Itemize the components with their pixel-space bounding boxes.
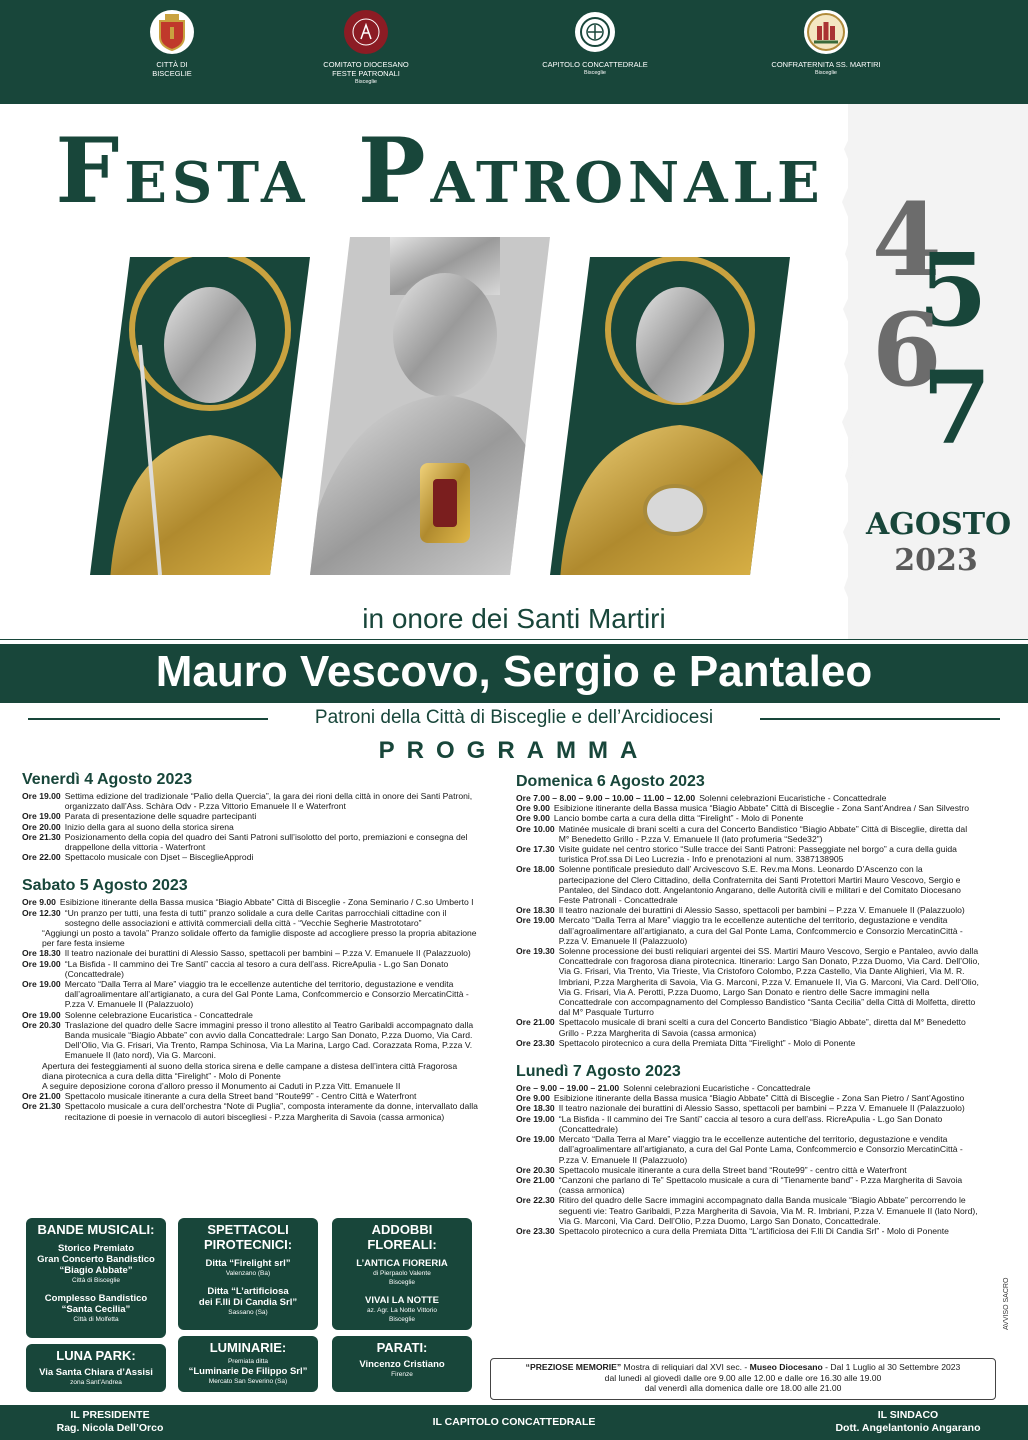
event-item (516, 905, 980, 915)
event-time: Ore – 9.00 – 19.00 – 21.00 (516, 1083, 620, 1094)
event-time: Ore 19.00 (22, 791, 61, 801)
program-right-column (516, 772, 980, 1250)
event-item (516, 1114, 980, 1134)
date-5: 5 (918, 231, 988, 349)
event-text: Esibizione itinerante della Bassa musica “Biagio Abbate” Città di Bisceglie - Zona Sant’Andrea / San Silvestro (553, 803, 970, 814)
event-time: Ore 20.30 (22, 1019, 61, 1030)
chapter-seal-icon (573, 10, 617, 54)
event-time: Ore 9.00 (516, 1093, 550, 1104)
event-text: Esibizione itinerante della Bassa musica “Biagio Abbate” Città di Bisceglie - Zona Seminario / C.so Umberto I (59, 897, 474, 908)
logo-line1: CONFRATERNITA SS. MARTIRI (771, 60, 881, 69)
patroni-row (28, 706, 1000, 730)
logo-line1: COMITATO DIOCESANO (323, 60, 409, 69)
month: AGOSTO (866, 507, 1012, 542)
event-item (22, 948, 480, 958)
event-time: Ore 20.30 (516, 1164, 555, 1175)
events-list (22, 791, 480, 862)
event-item (516, 793, 980, 803)
event-text: Solenne pontificale presieduto dall’ Arcivescovo S.E. Rev.ma Mons. Leonardo D’Ascenzo con la partecipazione del Clero Cittadino, della Confraternita dei Santi Protettori Martiri Mauro Vescovo, Sergio e Pantaleo, del Sindaco dott. Angelantonio Angarano, delle Autorità civili e militari e del Comitato Diocesano Feste Patronali - Concattedrale (558, 864, 961, 906)
patroni-subtitle: Patroni della Città di Bisceglie e dell’Arcidiocesi (314, 707, 714, 728)
event-text: Solenne processione dei busti reliquiari argentei dei SS. Martiri Mauro Vescovo, Sergio e Pantaleo, avvio dalla Concattedrale con fragorosa diana pirotecnica. Itinerario: Largo San Donato, P.zza Duomo, Via Card. Dell’Olio, Via G. Frisari, Via Trento, Via Trieste, Via Cristoforo Colombo, P.zza Castello, Via Dante Alighieri, Via M. R. Imbriani, P.zza Margherita di Savoia, Via G. Marconi, P.zza V. Emanuele II, Via G. Marconi, Via Card. Dell’Olio, Via G. Frisari, Via A. Perotti, P.zza Duomo, Largo San Donato e rientro delle Sacre immagini nella Concattedrale con accompagnamento del Complesso Bandistico “Santa Cecilia” della Città di Molfetta, diretto dal M° Pasquale Turturro (558, 946, 980, 1018)
saint-pantaleo-panel (550, 255, 790, 580)
logo-line1: CITTÀ DI (156, 60, 188, 69)
event-text: Inizio della gara al suono della storica sirena (64, 821, 234, 832)
event-time: Ore 19.00 (22, 811, 61, 822)
date-4: 4 (872, 181, 942, 299)
event-item (516, 946, 980, 1017)
event-item (22, 852, 480, 862)
event-text: Apertura dei festeggiamenti al suono della storica sirena e delle campane a distesa dell’intera città Fragorosa diana pirotecnica a cura della ditta “Firelight” - Molo di Ponente (42, 1060, 458, 1081)
date-7: 7 (922, 349, 992, 467)
event-time: Ore 12.30 (22, 907, 61, 918)
event-item (516, 864, 980, 905)
event-time: Ore 9.00 (516, 813, 550, 824)
event-item (516, 1017, 980, 1037)
event-time: Ore 19.30 (516, 946, 555, 957)
saint-sergio-panel (290, 235, 570, 580)
event-text: A seguire deposizione corona d’alloro presso il Monumento ai Caduti in P.zza Vitt. Emanuele II (42, 1081, 401, 1092)
event-text: Posizionamento della copia del quadro dei Santi Patroni sull’isolotto del porto, premiazioni e consegna del drappellone della vittoria - Waterfront (64, 831, 468, 853)
logo-sub: Bisceglie (354, 79, 377, 85)
event-item (22, 897, 480, 907)
event-time: Ore 19.00 (516, 1134, 555, 1145)
events-list (22, 897, 480, 1121)
event-item (22, 1010, 480, 1020)
event-text: Spettacolo musicale a cura dell’orchestra “Note di Puglia”, composta interamente da donne, intervallato dalla recitazione di poesie in vernacolo di autori biscegliesi - P.zza Margherita di Savoia (cassa armonica) (64, 1101, 478, 1122)
event-text: Mercato “Dalla Terra al Mare” viaggio tra le eccellenze autentiche del territorio, degustazione e vendita dall’agroalimentare all’artigianato, a cura del Gal Ponte Lama, Confcommercio e Consorzio MercatinCittà - P.zza V. Emanuele II (Palazzuolo) (64, 979, 469, 1010)
event-item (516, 1195, 980, 1226)
event-time: Ore 19.00 (22, 979, 61, 990)
event-time: Ore 19.00 (22, 958, 61, 969)
event-text: Mercato “Dalla Terra al Mare” viaggio tra le eccellenze autentiche del territorio, degustazione e vendita dall’agroalimentare all’artigianato, a cura del Gal Ponte Lama, Confcommercio e Consorzio MercatinCittà - P.zza V. Emanuele II (Palazzuolo) (558, 1134, 963, 1165)
event-time: Ore 22.00 (22, 852, 61, 863)
event-item (22, 791, 480, 811)
coat-of-arms-icon (150, 10, 194, 54)
event-text: “Aggiungi un posto a tavola” Pranzo solidale offerto da famiglie disposte ad accogliere presso la propria abitazione per fare festa insieme (42, 928, 477, 949)
saints-names: Mauro Vescovo, Sergio e Pantaleo (155, 647, 873, 696)
event-time: Ore 19.00 (516, 1113, 555, 1124)
event-text: Matinée musicale di brani scelti a cura del Concerto Bandistico “Biagio Abbate” Città di Bisceglie, diretta dal M° Benedetto Grillo - P.zza V. Emanuele II (lato profumeria “Sede32”) (558, 823, 968, 844)
avviso-sacro: AVVISO SACRO (1003, 1277, 1010, 1330)
event-text: Esibizione itinerante della Bassa musica “Biagio Abbate” Città di Bisceglie - Zona San Pietro / Sant’Agostino (553, 1093, 965, 1104)
signature-sindaco: IL SINDACO Dott. Angelantonio Angarano (835, 1409, 981, 1434)
programma-heading: PROGRAMMA (378, 737, 650, 764)
event-item (22, 928, 480, 948)
day-block (516, 1062, 980, 1236)
event-text: Spettacolo musicale con Djset – BisceglieApprodi (64, 852, 254, 863)
event-item (22, 979, 480, 1010)
event-time: Ore 9.00 (22, 897, 56, 908)
event-text: Ritiro del quadro delle Sacre immagini accompagnato dalla Banda musicale “Biagio Abbate” percorrendo le seguenti vie: Teatro Garibaldi, P.zza Margherita di Savoia, Via M. R. Imbriani, P.zza V. Emanuele II (lato Nord), Via G. Marconi, Via Card. Dell’Olio, P.zza Duomo, Largo San Donato, Concattedrale. (558, 1195, 978, 1226)
footer-band (0, 1405, 1028, 1440)
event-time: Ore 7.00 – 8.00 – 9.00 – 10.00 – 11.00 – 12.00 (516, 793, 696, 803)
addobbi-floreali-box: ADDOBBI FLOREALI: L’ANTICA FIORERIA di Pierpaolo Valente Bisceglie VIVAI LA NOTTE az. Agr. La Notte Vittorio Bisceglie (332, 1218, 472, 1330)
event-time: Ore 21.00 (516, 1174, 555, 1185)
event-item (516, 813, 980, 823)
event-item (22, 1091, 480, 1101)
logo-line1: CAPITOLO CONCATTEDRALE (542, 60, 648, 69)
event-time: Ore 17.30 (516, 844, 555, 855)
event-time: Ore 18.30 (516, 905, 555, 916)
event-time: Ore 18.00 (516, 864, 555, 875)
event-text: “Un pranzo per tutti, una festa di tutti” pranzo solidale a cura delle Caritas parrocchiali cittadine con il sostegno delle associazioni e attività commerciali della città - “Vecchie Segherie Mastrototaro” (64, 907, 447, 928)
logo-comitato (276, 10, 456, 87)
logo-confraternita (736, 10, 916, 78)
event-item (22, 959, 480, 979)
event-text: Spettacolo musicale itinerante a cura della Street band “Route99” - Centro Città e Waterfront (64, 1091, 417, 1102)
program-left-column (22, 770, 480, 1136)
header-band (0, 0, 1028, 104)
signature-presidente: IL PRESIDENTE Rag. Nicola Dell’Orco (56, 1409, 164, 1434)
day-heading: Sabato 5 Agosto 2023 (22, 877, 188, 895)
event-item (516, 1226, 980, 1236)
event-time: Ore 22.30 (516, 1195, 555, 1206)
dates-stack (868, 181, 1008, 490)
event-text: Lancio bombe carta a cura della ditta “Firelight” - Molo di Ponente (553, 813, 804, 824)
event-item (22, 1081, 480, 1091)
event-time: Ore 19.00 (22, 1009, 61, 1020)
luminarie-box: LUMINARIE: Premiata ditta “Luminarie De Filippo Srl” Mercato San Severino (Sa) (178, 1336, 318, 1392)
event-item (22, 1020, 480, 1061)
saints-busts-image (90, 235, 790, 580)
event-text: “La Bisfida - Il cammino dei Tre Santi” caccia al tesoro a cura dell’ass. RicreApulia - L.go San Donato (Concattedrale) (64, 958, 449, 979)
day-heading: Venerdì 4 Agosto 2023 (22, 771, 193, 788)
year: 2023 (894, 543, 978, 578)
event-text: Il teatro nazionale dei burattini di Alessio Sasso, spettacoli per bambini – P.zza V. Emanuele II (Palazzuolo) (64, 948, 471, 959)
torn-paper-edge (836, 104, 860, 640)
event-text: Settima edizione del tradizionale “Palio della Quercia”, la gara dei rioni della città in onore dei Santi Patroni, organizzato dall’Ass. Schàra Odv - P.zza Vittorio Emanuele II e Waterfront (64, 791, 473, 812)
event-text: Spettacolo musicale itinerante a cura della Street band “Route99” - centro città e Waterfront (558, 1164, 907, 1175)
event-item (22, 822, 480, 832)
event-time: Ore 21.30 (22, 1101, 61, 1112)
events-list (516, 1083, 980, 1236)
event-time: Ore 19.00 (516, 915, 555, 926)
logo-sub: Bisceglie (814, 70, 837, 76)
day-block (22, 876, 480, 1121)
event-item (22, 1101, 480, 1121)
event-item (22, 811, 480, 821)
saint-mauro-panel (90, 252, 330, 580)
event-item (516, 1038, 980, 1048)
event-text: Spettacolo musicale di brani scelti a cura del Concerto Bandistico “Biagio Abbate”, diretta dal M° Benedetto Grillo - P.zza Margherita di Savoia (cassa armonica) (558, 1017, 966, 1038)
event-item (516, 1103, 980, 1113)
event-item (22, 908, 480, 928)
event-item (516, 824, 980, 844)
logo-capitolo (505, 10, 685, 78)
event-time: Ore 23.30 (516, 1037, 555, 1048)
parati-box: PARATI: Vincenzo Cristiano Firenze (332, 1336, 472, 1392)
confraternity-emblem-icon (804, 10, 848, 54)
event-text: Parata di presentazione delle squadre partecipanti (64, 811, 257, 822)
event-text: “Canzoni che parlano di Te” Spettacolo musicale a cura di “Tienamente band” - P.zza Margherita di Savoia (cassa armonica) (558, 1174, 963, 1196)
logo-sub: Bisceglie (583, 70, 606, 76)
event-item (516, 844, 980, 864)
logo-line2: FESTE PATRONALI (332, 69, 400, 78)
event-text: Solenni celebrazioni Eucaristiche - Concattedrale (623, 1083, 811, 1094)
event-time: Ore 21.00 (516, 1017, 555, 1028)
event-text: Solenni celebrazioni Eucaristiche - Concattedrale (699, 793, 887, 803)
event-time: Ore 18.30 (22, 948, 61, 959)
event-text: Visite guidate nel centro storico “Sulle tracce dei Santi Patroni: Passeggiate nel borgo” a cura della guida turistica Prof.ssa Di Leo Lucrezia - Info e prenotazioni al num. 3387138905 (558, 844, 957, 865)
signature-capitolo: IL CAPITOLO CONCATTEDRALE (432, 1416, 596, 1428)
preziose-memorie-box: “PREZIOSE MEMORIE” Mostra di reliquiari dal XVI sec. - Museo Diocesano - Dal 1 Luglio al 30 Settembre 2023 dal lunedì al giovedì dalle ore 9.00 alle 12.00 e dalle ore 16.30 alle 19.00 dal venerdì alla domenica dalle ore 18.00 alle 21.00 (490, 1358, 996, 1400)
event-text: Mercato “Dalla Terra al Mare” viaggio tra le eccellenze autentiche del territorio, degustazione e vendita dall’agroalimentare all’artigianato, a cura del Gal Ponte Lama, Confcommercio e Consorzio MercatinCittà - P.zza V. Emanuele II (Palazzuolo) (558, 915, 963, 946)
event-item (516, 1134, 980, 1165)
event-item (22, 1061, 480, 1081)
logo-citta-bisceglie (82, 10, 262, 78)
event-item (516, 1175, 980, 1195)
event-text: Spettacolo pirotecnico a cura della Premiata Ditta “L’artificiosa dei F.lli Di Candia Srl” - Molo di Ponente (558, 1225, 949, 1236)
saints-emblem-icon (344, 10, 388, 54)
event-time: Ore 20.00 (22, 821, 61, 832)
event-time: Ore 9.00 (516, 803, 550, 814)
event-text: Il teatro nazionale dei burattini di Alessio Sasso, spettacoli per bambini – P.zza V. Emanuele II (Palazzuolo) (558, 905, 965, 916)
event-time: Ore 18.30 (516, 1103, 555, 1114)
event-text: Il teatro nazionale dei burattini di Alessio Sasso, spettacoli per bambini – P.zza V. Emanuele II (Palazzuolo) (558, 1103, 965, 1114)
date-6: 6 (872, 291, 942, 409)
day-heading: Domenica 6 Agosto 2023 (516, 773, 705, 790)
event-item (516, 915, 980, 946)
spettacoli-pirotecnici-box: SPETTACOLI PIROTECNICI: Ditta “Firelight srl” Valenzano (Ba) Ditta “L’artificiosa dei F.lli Di Candia Srl” Sassano (Sa) (178, 1218, 318, 1330)
event-text: Traslazione del quadro delle Sacre immagini presso il trono allestito al Teatro Garibaldi accompagnato dalla Banda musicale “Biagio Abbate” con avvio dalla Concattedrale: Largo San Donato, P.zza Duomo, Via Card. Dell’Olio, Via G. Frisari, Via Trento, Rampa Schinosa, Via La Marina, Largo Cad. Corazzata Roma, P.zza V. Emanuele II (lato nord), Via G. Marconi. (64, 1019, 474, 1061)
day-block (22, 770, 480, 862)
day-block (516, 772, 980, 1048)
dedication: in onore dei Santi Martiri (362, 603, 666, 634)
day-heading: Lunedì 7 Agosto 2023 (516, 1063, 681, 1081)
event-text: Solenne celebrazione Eucaristica - Concattedrale (64, 1009, 253, 1020)
bande-musicali-box: BANDE MUSICALI: Storico Premiato Gran Concerto Bandistico “Biagio Abbate” Città di Bisceglie Complesso Bandistico “Santa Cecilia” Città di Molfetta (26, 1218, 166, 1338)
event-item (516, 1093, 980, 1103)
event-text: Spettacolo pirotecnico a cura della Premiata Ditta “Firelight” - Molo di Ponente (558, 1037, 856, 1048)
logo-line2: BISCEGLIE (152, 69, 192, 78)
event-item (516, 1083, 980, 1093)
event-item (516, 1165, 980, 1175)
event-text: “La Bisfida - Il cammino dei Tre Santi” caccia al tesoro a cura dell’ass. RicreApulia - L.go San Donato (Concattedrale) (558, 1113, 943, 1134)
page-title: FESTA PATRONALE (55, 118, 825, 224)
event-item (22, 832, 480, 852)
event-time: Ore 21.30 (22, 831, 61, 842)
event-item (516, 803, 980, 813)
events-list (516, 793, 980, 1048)
event-time: Ore 21.00 (22, 1091, 61, 1102)
event-time: Ore 10.00 (516, 823, 555, 834)
luna-park-box: LUNA PARK: Via Santa Chiara d’Assisi zona Sant’Andrea (26, 1344, 166, 1392)
event-time: Ore 23.30 (516, 1225, 555, 1236)
